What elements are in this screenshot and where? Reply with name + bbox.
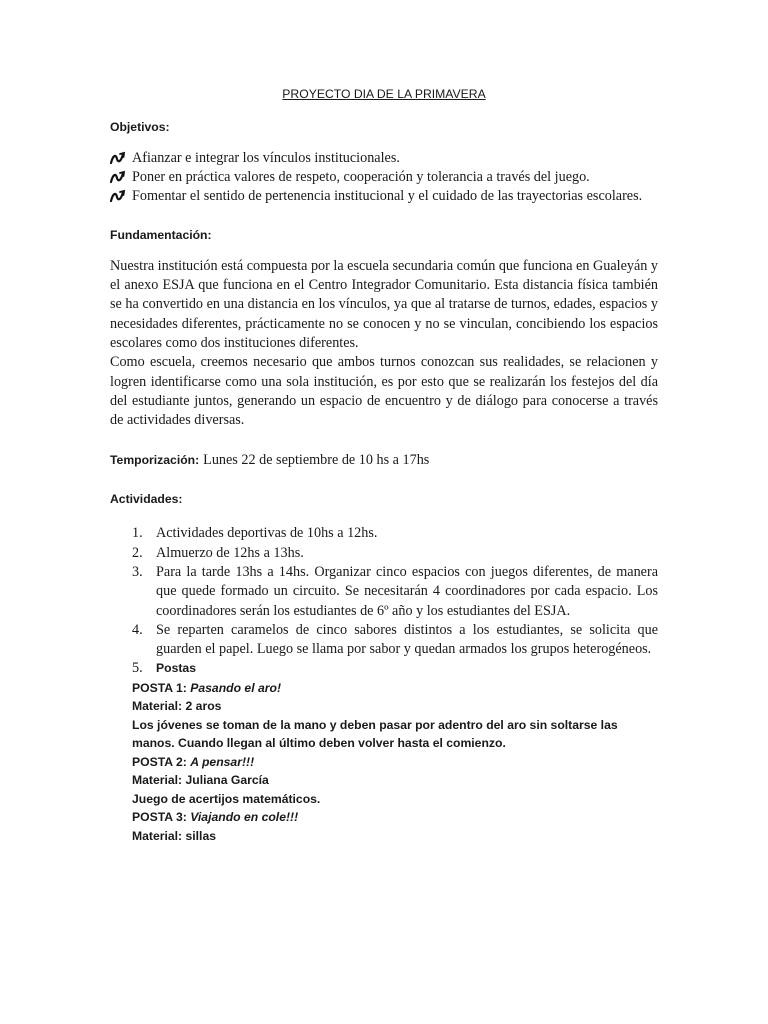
curved-arrow-bullet-icon	[110, 189, 126, 203]
list-item	[132, 544, 658, 563]
posta-3-label: POSTA 3:	[132, 810, 187, 825]
document-title: PROYECTO DIA DE LA PRIMAVERA	[282, 87, 486, 101]
list-item	[132, 563, 658, 621]
posta-1-description: Los jóvenes se toman de la mano y deben pasar por adentro del aro sin soltarse las manos. Cuando llegan al último deben volver hasta el comienzo.	[132, 717, 618, 751]
item-number: 5.	[132, 660, 143, 677]
objetivo-text: Fomentar el sentido de pertenencia institucional y el cuidado de las trayectorias escolares.	[132, 188, 643, 205]
item-text: Postas	[156, 661, 196, 676]
objetivos-heading: Objetivos:	[110, 120, 170, 134]
posta-1-label: POSTA 1:	[132, 680, 187, 695]
posta-2-name: A pensar!!!	[190, 754, 255, 769]
list-item	[110, 168, 658, 187]
item-number: 1.	[132, 525, 143, 542]
list-item	[110, 187, 658, 206]
posta-3-name: Viajando en cole!!!	[190, 810, 299, 825]
posta-2-title	[110, 753, 658, 772]
posta-2-description: Juego de acertijos matemáticos.	[132, 791, 321, 806]
posta-2-label: POSTA 2:	[132, 754, 187, 769]
fundamentacion-paragraph-2: Como escuela, creemos necesario que ambos turnos conozcan sus realidades, se relacionen y logren identificarse como una sola institución, es por esto que se realizarán los festejos del día del estudiante juntos, generando un espacio de encuentro y de diálogo para conocerse a través de actividades diversas.	[110, 354, 658, 429]
posta-3-material: Material: sillas	[132, 828, 216, 843]
item-text: Se reparten caramelos de cinco sabores distintos a los estudiantes, se solicita que guarden el papel. Luego se llama por sabor y quedan armados los grupos heterogéneos.	[156, 621, 658, 658]
objetivos-list	[110, 149, 658, 207]
temporizacion-line	[110, 451, 658, 470]
item-number: 2.	[132, 544, 143, 561]
actividades-heading: Actividades:	[110, 491, 183, 506]
objetivo-text: Afianzar e integrar los vínculos institucionales.	[132, 149, 400, 166]
actividades-list	[110, 524, 658, 678]
item-number: 4.	[132, 621, 143, 638]
item-number: 3.	[132, 563, 143, 580]
list-item	[132, 659, 658, 678]
posta-1-material: Material: 2 aros	[132, 699, 222, 714]
temporizacion-label: Temporización:	[110, 452, 200, 467]
fundamentacion-heading: Fundamentación:	[110, 228, 212, 243]
temporizacion-value: Lunes 22 de septiembre de 10 hs a 17hs	[203, 451, 430, 468]
curved-arrow-bullet-icon	[110, 170, 126, 184]
list-item	[132, 524, 658, 543]
objetivo-text: Poner en práctica valores de respeto, cooperación y tolerancia a través del juego.	[132, 168, 590, 185]
item-text: Actividades deportivas de 10hs a 12hs.	[156, 525, 378, 542]
item-text: Almuerzo de 12hs a 13hs.	[156, 544, 304, 561]
posta-1-title	[110, 679, 658, 698]
posta-2-material: Material: Juliana García	[132, 773, 269, 788]
curved-arrow-bullet-icon	[110, 151, 126, 165]
posta-1-name: Pasando el aro!	[190, 680, 282, 695]
item-text: Para la tarde 13hs a 14hs. Organizar cinco espacios con juegos diferentes, de manera que quede formado un circuito. Se necesitarán 4 coordinadores por cada espacio. Los coordinadores serán los estudiantes de 6º año y los estudiantes del ESJA.	[156, 563, 658, 619]
posta-3-title	[110, 808, 658, 827]
list-item	[110, 149, 658, 168]
list-item	[132, 621, 658, 660]
fundamentacion-paragraph-1: Nuestra institución está compuesta por la escuela secundaria común que funciona en Gualeyán y el anexo ESJA que funciona en el Centro Integrador Comunitario. Esta distancia física también se ha convertido en una distancia en los vínculos, ya que al tratarse de turnos, edades, espacios y necesidades diferentes, prácticamente no se conocen y no se vinculan, concibiendo los espacios escolares como dos instituciones diferentes.	[110, 257, 658, 352]
document-page	[110, 84, 658, 845]
